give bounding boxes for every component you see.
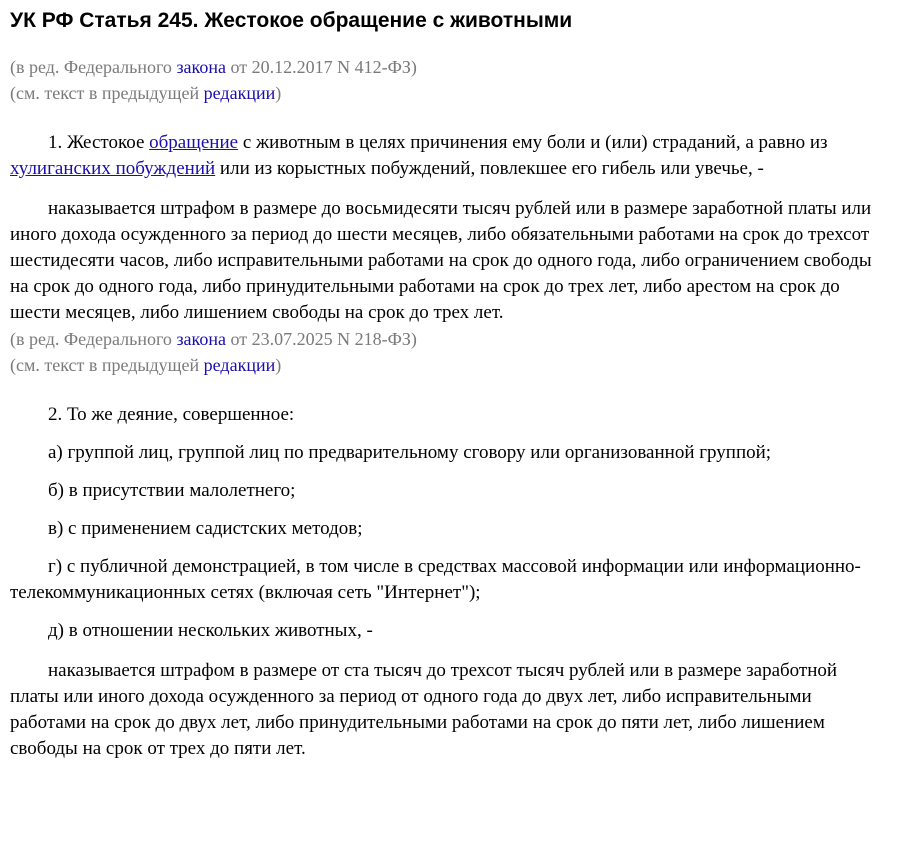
part-1-text: или из корыстных побуждений, повлекшее его гибель или увечье, - <box>215 158 764 179</box>
item-e: д) в отношении нескольких животных, - <box>48 620 373 641</box>
part-2: 2. То же деяние, совершенное: <box>48 404 295 425</box>
part-1-text: с животным в целях причинения ему боли и (или) страданий, а равно из <box>238 132 828 153</box>
previous-edition-line <box>10 80 890 106</box>
edition-suffix: от 23.07.2025 N 218-ФЗ) <box>226 329 417 349</box>
law-link[interactable]: закона <box>176 57 226 77</box>
edition-note-1 <box>10 54 890 106</box>
edition-suffix: от 20.12.2017 N 412-ФЗ) <box>226 57 417 77</box>
part-1 <box>10 130 890 182</box>
edition-note-2 <box>10 326 890 378</box>
previous-prefix: (см. текст в предыдущей <box>10 355 204 375</box>
cruelty-link[interactable]: обращение <box>149 132 239 153</box>
punishment-2: наказывается штрафом в размере от ста тысяч до трехсот тысяч рублей или в размере заработной платы или иного дохода осужденного за период от одного года до двух лет, либо исправительными работами на срок до двух лет, либо принудительными работами на срок до пяти лет, либо лишением свободы на срок от трех до пяти лет. <box>10 660 838 759</box>
item-a: а) группой лиц, группой лиц по предварительному сговору или организованной группой; <box>48 442 772 463</box>
article-title: УК РФ Статья 245. Жестокое обращение с животными <box>10 9 573 32</box>
edition-prefix: (в ред. Федерального <box>10 57 177 77</box>
previous-edition-link[interactable]: редакции <box>203 83 276 103</box>
hooligan-motives-link[interactable]: хулиганских побуждений <box>10 158 216 179</box>
edition-note-line <box>10 326 890 352</box>
item-b: б) в присутствии малолетнего; <box>48 480 296 501</box>
edition-prefix: (в ред. Федерального <box>10 329 177 349</box>
previous-suffix: ) <box>275 355 282 375</box>
previous-prefix: (см. текст в предыдущей <box>10 83 204 103</box>
document <box>10 6 890 762</box>
law-link[interactable]: закона <box>176 329 226 349</box>
previous-suffix: ) <box>275 83 282 103</box>
item-d: г) с публичной демонстрацией, в том числе в средствах массовой информации или информационно-телекоммуникационных сетях (включая сеть "Интернет"); <box>10 556 861 603</box>
part-1-text: 1. Жестокое <box>48 132 150 153</box>
edition-note-line <box>10 54 890 80</box>
punishment-1: наказывается штрафом в размере до восьмидесяти тысяч рублей или в размере заработной платы или иного дохода осужденного за период до шести месяцев, либо обязательными работами на срок до трехсот шестидесяти часов, либо исправительными работами на срок до одного года, либо ограничением свободы на срок до одного года, либо принудительными работами на срок до трех лет, либо арестом на срок до шести месяцев, либо лишением свободы на срок до трех лет. <box>10 198 872 323</box>
previous-edition-line <box>10 352 890 378</box>
previous-edition-link[interactable]: редакции <box>203 355 276 375</box>
item-c: в) с применением садистских методов; <box>48 518 363 539</box>
